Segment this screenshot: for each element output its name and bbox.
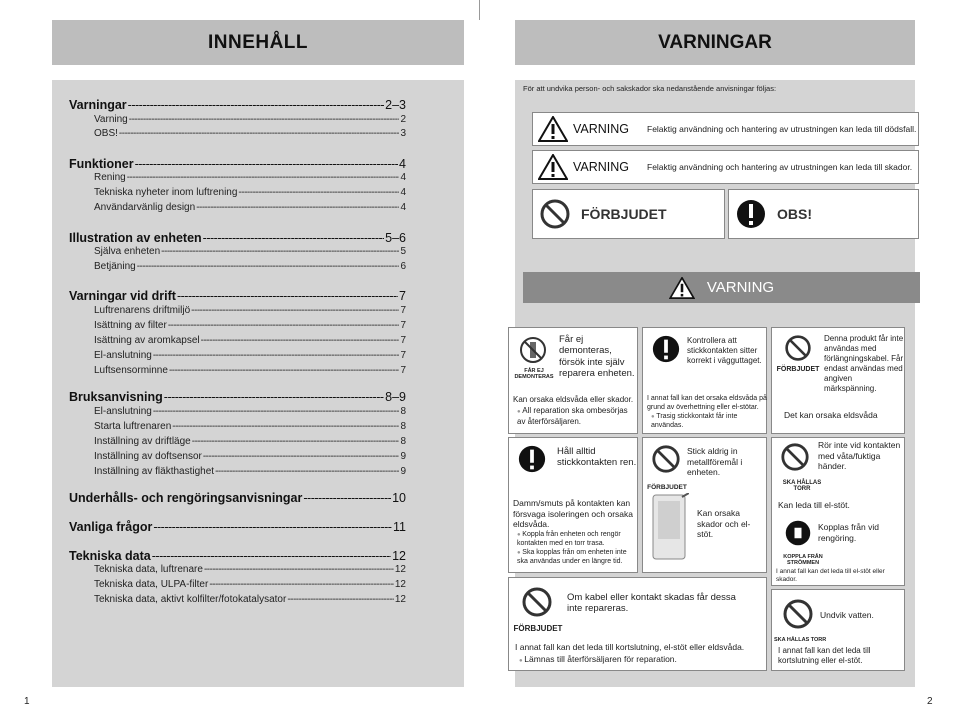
toc-page-number: 2–3 bbox=[385, 98, 406, 112]
toc-section bbox=[69, 157, 406, 171]
toc-subsection bbox=[94, 436, 406, 447]
toc-leader bbox=[153, 350, 400, 361]
toc-subsection bbox=[94, 114, 406, 125]
toc-leader bbox=[129, 114, 400, 125]
toc-page-number: 12 bbox=[394, 594, 406, 605]
card-bullet: ● Koppla från enheten och rengör kontakten med en torr trasa. bbox=[517, 531, 637, 549]
toc-page-number: 7 bbox=[400, 350, 406, 361]
prohibited-icon bbox=[782, 598, 814, 630]
toc-subsection bbox=[94, 320, 406, 331]
card-no-metal bbox=[642, 437, 767, 573]
toc-page-number: 8 bbox=[400, 406, 406, 417]
card-body: Damm/smuts på kontakten kan försvaga isoleringen och orsaka eldsvåda. bbox=[513, 498, 634, 530]
card-plug-seated bbox=[642, 327, 767, 434]
toc-page-number: 4 bbox=[400, 172, 406, 183]
toc-subsection bbox=[94, 365, 406, 376]
toc-page-number: 7 bbox=[400, 305, 406, 316]
toc-leader bbox=[192, 436, 400, 447]
toc-entry-text: Isättning av aromkapsel bbox=[94, 335, 200, 346]
warning-triangle-icon bbox=[533, 154, 573, 180]
card-title: Om kabel eller kontakt skadas får dessa inte repareras. bbox=[567, 592, 736, 615]
toc-subsection bbox=[94, 579, 406, 590]
toc-subsection bbox=[94, 350, 406, 361]
toc-leader bbox=[135, 157, 398, 171]
toc-entry-text: Inställning av doftsensor bbox=[94, 451, 202, 462]
card-body: I annat fall kan det leda till el-stöt eller skador. bbox=[776, 568, 885, 584]
toc-leader bbox=[177, 289, 398, 303]
toc-page-number: 11 bbox=[393, 520, 406, 534]
card-title: Kopplas från vid rengöring. bbox=[818, 522, 879, 543]
unplug-icon bbox=[784, 519, 812, 547]
toc-leader bbox=[191, 305, 399, 316]
warning-label: VARNING bbox=[573, 160, 630, 174]
toc-entry-text: Vanliga frågor bbox=[69, 520, 153, 534]
toc-leader bbox=[215, 466, 399, 477]
toc-subsection bbox=[94, 564, 406, 575]
toc-section bbox=[69, 520, 406, 534]
icon-caption: SKA HÅLLAS TORR bbox=[774, 637, 827, 643]
toc-leader bbox=[303, 491, 391, 505]
toc-entry-text: Varningar bbox=[69, 98, 127, 112]
toc-section bbox=[69, 491, 406, 505]
card-bullet: ● Lämnas till återförsäljaren för reparation. bbox=[519, 654, 759, 666]
toc-entry-text: Tekniska data, luftrenare bbox=[94, 564, 203, 575]
toc-page-number: 7 bbox=[400, 335, 406, 346]
toc-leader bbox=[287, 594, 394, 605]
toc-page-number: 9 bbox=[400, 466, 406, 477]
toc-entry-text: Varningar vid drift bbox=[69, 289, 176, 303]
warnings-title: VARNINGAR bbox=[658, 31, 772, 53]
toc-page-number: 8–9 bbox=[385, 390, 406, 404]
obs-label: OBS! bbox=[777, 206, 812, 222]
toc-leader bbox=[172, 421, 399, 432]
toc-entry-text: El-anslutning bbox=[94, 406, 152, 417]
toc-leader bbox=[161, 246, 399, 257]
warning-triangle-icon bbox=[533, 116, 573, 142]
toc-leader bbox=[119, 128, 400, 139]
toc-section bbox=[69, 231, 406, 245]
prohibited-icon bbox=[784, 334, 812, 362]
card-no-extension bbox=[771, 327, 905, 434]
card-title: Håll alltid stickkontakten ren. bbox=[557, 446, 637, 469]
forbjudet-box bbox=[532, 189, 725, 239]
toc-leader bbox=[164, 390, 384, 404]
exclamation-icon bbox=[651, 334, 681, 364]
toc-entry-text: El-anslutning bbox=[94, 350, 152, 361]
icon-caption: KOPPLA FRÅN STRÖMMEN bbox=[783, 554, 823, 566]
prohibited-icon bbox=[521, 586, 553, 618]
toc-page-number: 5 bbox=[400, 246, 406, 257]
toc-subsection bbox=[94, 305, 406, 316]
toc-entry-text: Funktioner bbox=[69, 157, 134, 171]
toc-leader bbox=[168, 320, 400, 331]
forbjudet-label: FÖRBJUDET bbox=[581, 206, 667, 222]
toc-page-number: 8 bbox=[400, 421, 406, 432]
toc-page-number: 9 bbox=[400, 451, 406, 462]
card-no-disassembly bbox=[508, 327, 638, 434]
toc-page-number: 7 bbox=[400, 320, 406, 331]
card-body: Kan leda till el-stöt. bbox=[778, 500, 850, 510]
toc-page-number: 5–6 bbox=[385, 231, 406, 245]
toc-entry-text: Betjäning bbox=[94, 261, 136, 272]
card-body: Det kan orsaka eldsvåda bbox=[784, 410, 878, 420]
toc-page-number: 7 bbox=[400, 365, 406, 376]
warning-row-injury bbox=[532, 150, 919, 184]
warnings-title-bar bbox=[515, 20, 915, 65]
toc-entry-text: Själva enheten bbox=[94, 246, 161, 257]
toc-page-number: 12 bbox=[392, 549, 406, 563]
toc-subsection bbox=[94, 246, 406, 257]
toc-subsection bbox=[94, 594, 406, 605]
exclamation-icon bbox=[735, 198, 767, 230]
icon-caption: FÖRBJUDET bbox=[647, 484, 687, 491]
varning-bar bbox=[523, 272, 920, 303]
varning-bar-label: VARNING bbox=[706, 279, 775, 296]
toc-leader bbox=[153, 406, 400, 417]
toc-leader bbox=[203, 231, 384, 245]
toc-page-number: 4 bbox=[400, 202, 406, 213]
toc-subsection bbox=[94, 187, 406, 198]
toc-section bbox=[69, 289, 406, 303]
page-number-right: 2 bbox=[927, 696, 933, 707]
toc-page-number: 6 bbox=[400, 261, 406, 272]
toc-subsection bbox=[94, 466, 406, 477]
card-bullet: ● All reparation ska ombesörjas av återförsäljaren. bbox=[517, 406, 637, 427]
toc-entry-text: Underhålls- och rengöringsanvisningar bbox=[69, 491, 303, 505]
icon-caption: FÅR EJ DEMONTERAS bbox=[514, 368, 554, 380]
toc-leader bbox=[152, 549, 391, 563]
page-number-left: 1 bbox=[24, 696, 30, 707]
toc-title: INNEHÅLL bbox=[207, 31, 309, 53]
card-avoid-water bbox=[771, 589, 905, 671]
toc-page-number: 3 bbox=[400, 128, 406, 139]
toc-entry-text: Tekniska data, ULPA-filter bbox=[94, 579, 209, 590]
toc-entry-text: Varning bbox=[94, 114, 128, 125]
card-damaged-cable bbox=[508, 577, 767, 671]
card-title: Denna produkt får inte användas med förlängningskabel. Får endast användas med angiven märkspänning. bbox=[824, 334, 904, 393]
warning-text: Felaktig användning och hantering av utrustningen kan leda till skador. bbox=[647, 162, 913, 172]
card-title: Får ej demonteras, försök inte själv reparera enheten. bbox=[559, 334, 635, 380]
card-title: Undvik vatten. bbox=[820, 610, 874, 620]
toc-entry-text: Illustration av enheten bbox=[69, 231, 202, 245]
toc-entry-text: Rening bbox=[94, 172, 126, 183]
toc-entry-text: Tekniska data bbox=[69, 549, 151, 563]
toc-page-number: 4 bbox=[400, 187, 406, 198]
toc-subsection bbox=[94, 172, 406, 183]
toc-leader bbox=[169, 365, 400, 376]
toc-entry-text: Starta luftrenaren bbox=[94, 421, 172, 432]
toc-entry-text: Luftrenarens driftmiljö bbox=[94, 305, 191, 316]
toc-entry-text: Användarvänlig design bbox=[94, 202, 196, 213]
toc-leader bbox=[127, 172, 400, 183]
right-page bbox=[480, 0, 960, 721]
icon-caption: FÖRBJUDET bbox=[776, 366, 820, 373]
toc-page-number: 10 bbox=[392, 491, 406, 505]
card-body: I annat fall kan det leda till kortslutning eller el-stöt. bbox=[778, 646, 871, 665]
warning-label: VARNING bbox=[573, 122, 630, 136]
toc-entry-text: Isättning av filter bbox=[94, 320, 167, 331]
toc-subsection bbox=[94, 335, 406, 346]
card-body: Kan orsaka eldsvåda eller skador. bbox=[513, 395, 634, 404]
toc-leader bbox=[201, 335, 400, 346]
card-title: Kontrollera att stickkontakten sitter korrekt i vägguttaget. bbox=[687, 336, 762, 365]
toc-subsection bbox=[94, 406, 406, 417]
toc-leader bbox=[196, 202, 399, 213]
toc-leader bbox=[209, 579, 394, 590]
no-disassembly-icon bbox=[519, 336, 547, 364]
toc-section bbox=[69, 390, 406, 404]
toc-subsection bbox=[94, 202, 406, 213]
toc-page-number: 12 bbox=[394, 579, 406, 590]
obs-box bbox=[728, 189, 919, 239]
toc-leader bbox=[128, 98, 384, 112]
intro-text: För att undvika person- och sakskador ska nedanstående anvisningar följas: bbox=[523, 84, 777, 93]
card-title: Rör inte vid kontakten med våta/fuktiga händer. bbox=[818, 440, 901, 472]
toc-leader bbox=[204, 564, 394, 575]
air-purifier-icon bbox=[649, 493, 689, 563]
warning-text: Felaktig användning och hantering av utrustningen kan leda till dödsfall. bbox=[647, 124, 917, 134]
card-body: Kan orsaka skador och el-stöt. bbox=[697, 508, 751, 540]
icon-caption: SKA HÅLLAS TORR bbox=[782, 480, 822, 492]
toc-entry-text: Inställning av driftläge bbox=[94, 436, 191, 447]
toc-page-number: 4 bbox=[399, 157, 406, 171]
card-bullet: ● Trasig stickkontakt får inte användas. bbox=[651, 413, 766, 431]
toc-leader bbox=[137, 261, 400, 272]
toc-page-number: 7 bbox=[399, 289, 406, 303]
toc-entry-text: OBS! bbox=[94, 128, 118, 139]
toc-section bbox=[69, 549, 406, 563]
toc-page-number: 2 bbox=[400, 114, 406, 125]
prohibited-icon bbox=[651, 444, 681, 474]
toc-subsection bbox=[94, 421, 406, 432]
toc-title-bar bbox=[52, 20, 464, 65]
prohibited-icon bbox=[780, 442, 810, 472]
toc-page-number: 12 bbox=[394, 564, 406, 575]
toc-page-number: 8 bbox=[400, 436, 406, 447]
toc-subsection bbox=[94, 451, 406, 462]
card-title: Stick aldrig in metallföremål i enheten. bbox=[687, 446, 743, 478]
toc-leader bbox=[238, 187, 399, 198]
card-body: I annat fall kan det leda till kortslutning, el-stöt eller eldsvåda. bbox=[515, 642, 745, 652]
toc-subsection bbox=[94, 261, 406, 272]
toc-entry-text: Tekniska data, aktivt kolfilter/fotokatalysator bbox=[94, 594, 287, 605]
warning-row-death bbox=[532, 112, 919, 146]
card-keep-plug-clean bbox=[508, 437, 638, 573]
toc-leader bbox=[153, 520, 392, 534]
card-dry-hands bbox=[771, 437, 905, 586]
toc-leader bbox=[203, 451, 400, 462]
card-bullet: ● Ska kopplas från om enheten inte ska användas under en längre tid. bbox=[517, 549, 637, 567]
toc-subsection bbox=[94, 128, 406, 139]
toc-entry-text: Inställning av fläkthastighet bbox=[94, 466, 215, 477]
toc-section bbox=[69, 98, 406, 112]
exclamation-icon bbox=[517, 444, 547, 474]
prohibited-icon bbox=[539, 198, 571, 230]
icon-caption: FÖRBJUDET bbox=[513, 624, 563, 633]
toc-entry-text: Tekniska nyheter inom luftrening bbox=[94, 187, 238, 198]
toc-entry-text: Luftsensorminne bbox=[94, 365, 168, 376]
card-body: I annat fall kan det orsaka eldsvåda på grund av överhettning eller el-stötar. bbox=[647, 395, 767, 411]
toc-entry-text: Bruksanvisning bbox=[69, 390, 163, 404]
warning-triangle-icon bbox=[669, 277, 695, 299]
